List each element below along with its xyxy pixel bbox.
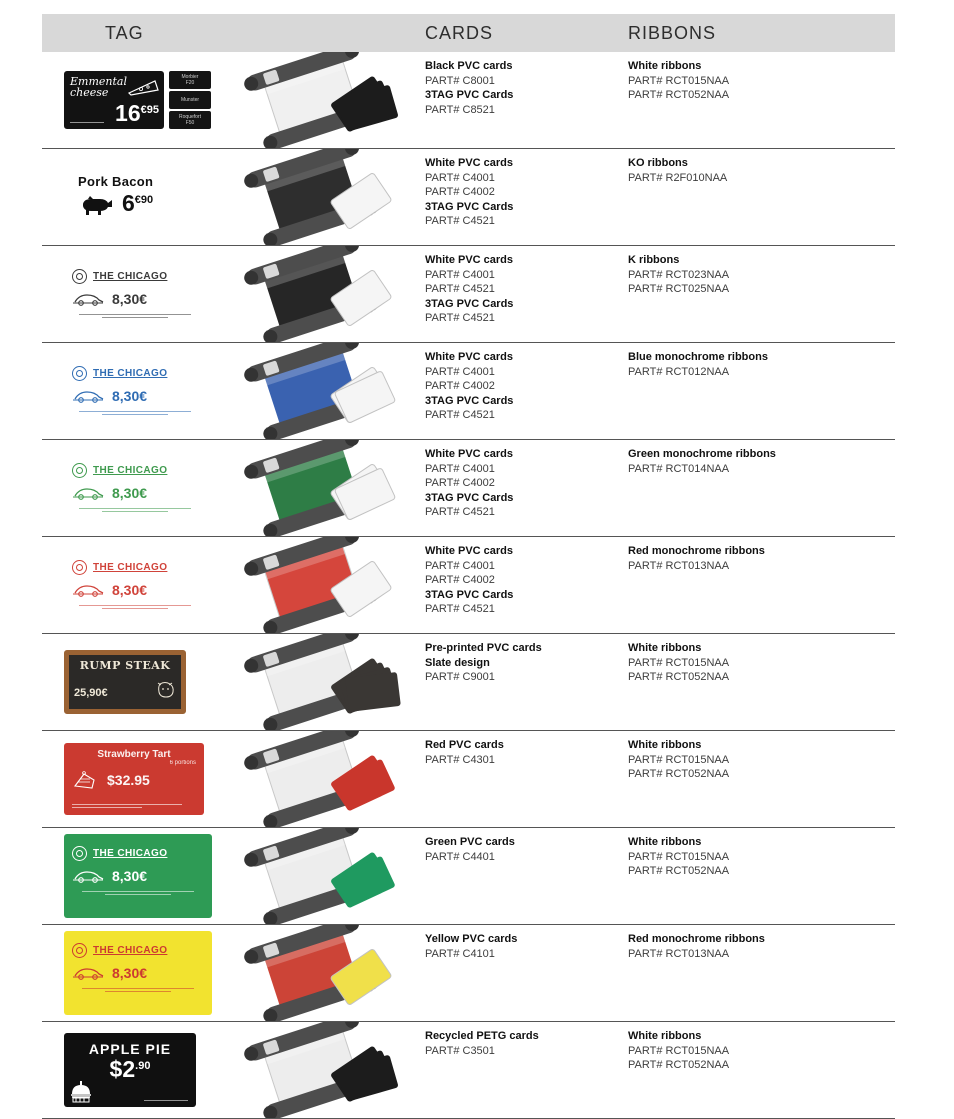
part-number: PART# RCT052NAA <box>628 89 730 101</box>
part-number: PART# RCT023NAA <box>628 268 730 281</box>
tag-preview-cell <box>42 743 225 815</box>
tag-subtitle: cheese <box>70 86 109 99</box>
table-row <box>42 925 895 1022</box>
ribbon-cartridge-illustration <box>233 52 418 148</box>
tag-price: 8,30€ <box>112 965 148 981</box>
tag-title: THE CHICAGO <box>93 562 168 573</box>
tag-preview-cell <box>42 358 225 424</box>
price-sup: €95 <box>140 104 159 116</box>
cards-cell <box>425 52 628 117</box>
fineprint-line <box>144 1100 188 1101</box>
part-number: PART# RCT012NAA <box>628 365 730 378</box>
tag-image <box>64 71 211 129</box>
tag-image <box>64 358 206 424</box>
product-name: Green PVC cards <box>425 836 515 848</box>
part-number: PART# C4001 <box>425 171 495 184</box>
price-tag-pork <box>64 168 204 226</box>
part-number: PART# C4401 <box>425 850 495 863</box>
part-number: PART# R2F010NAA <box>628 171 728 184</box>
ribbon-cartridge-cell <box>225 440 425 536</box>
capitol-dome-icon <box>69 1081 93 1103</box>
mini-tag-label: F50 <box>185 120 195 126</box>
ribbon-cartridge-cell <box>225 149 425 245</box>
tag-title: Emmental <box>70 75 127 88</box>
ribbon-cartridge-illustration <box>233 440 418 536</box>
tag-title: RUMP STEAK <box>79 659 171 672</box>
part-number: PART# RCT015NAA <box>628 753 730 766</box>
catalog-page <box>42 14 895 1119</box>
cards-cell <box>425 731 628 767</box>
part-number: PART# C4002 <box>425 186 495 198</box>
tag-price <box>115 100 159 126</box>
cards-cell <box>425 440 628 520</box>
ribbon-cartridge-cell <box>225 52 425 148</box>
cards-cell <box>425 634 628 685</box>
product-name: 3TAG PVC Cards <box>425 491 514 504</box>
part-number: PART# C8521 <box>425 103 495 116</box>
tag-image <box>64 931 212 1015</box>
tag-subtitle: 6 portions <box>169 760 196 766</box>
part-number: PART# RCT014NAA <box>628 462 730 475</box>
part-number: PART# C4521 <box>425 506 495 518</box>
ribbons-cell <box>628 1022 895 1073</box>
price-tag-chicago <box>64 931 212 1015</box>
product-name: Yellow PVC cards <box>425 933 518 945</box>
tag-title: THE CHICAGO <box>93 945 168 956</box>
fineprint-lines <box>72 988 204 992</box>
part-number: PART# RCT015NAA <box>628 850 730 863</box>
product-name: 3TAG PVC Cards <box>425 89 514 101</box>
table-row <box>42 731 895 828</box>
table-row <box>42 537 895 634</box>
product-name: K ribbons <box>628 254 680 266</box>
tag-price: 8,30€ <box>112 291 148 307</box>
product-name: Red PVC cards <box>425 739 504 751</box>
part-number: PART# RCT015NAA <box>628 74 730 87</box>
tag-preview-cell <box>42 834 225 918</box>
fineprint-lines <box>72 891 204 895</box>
tag-image <box>64 1033 196 1107</box>
part-number: PART# C4521 <box>425 283 495 295</box>
part-number: PART# C4521 <box>425 215 495 227</box>
part-number: PART# C4001 <box>425 268 495 281</box>
cake-icon <box>72 770 97 790</box>
ribbon-cartridge-cell <box>225 537 425 633</box>
ribbons-cell <box>628 731 895 782</box>
ribbon-cartridge-cell <box>225 343 425 439</box>
mini-tag-label: F20 <box>185 80 195 86</box>
price-main: 16 <box>115 100 141 126</box>
price-tag-chicago <box>64 834 212 918</box>
badge-icon <box>72 846 87 861</box>
car-icon <box>72 583 105 598</box>
price-tag-chalkboard <box>64 650 186 714</box>
part-number: PART# C8001 <box>425 74 495 87</box>
ribbon-cartridge-cell <box>225 925 425 1021</box>
table-body <box>42 52 895 1119</box>
tag-title: Strawberry Tart <box>97 749 171 760</box>
table-row <box>42 343 895 440</box>
fineprint-line <box>70 122 104 123</box>
cards-cell <box>425 149 628 229</box>
mini-tag <box>169 91 211 109</box>
badge-icon <box>72 366 87 381</box>
ribbon-cartridge-illustration <box>233 634 418 730</box>
product-name: White PVC cards <box>425 545 514 557</box>
ribbon-cartridge-illustration <box>233 731 418 827</box>
product-name: KO ribbons <box>628 157 688 169</box>
tag-image <box>64 650 186 714</box>
price-main: $2 <box>109 1056 136 1082</box>
fineprint-lines <box>72 411 198 415</box>
cards-cell <box>425 925 628 961</box>
part-number: PART# RCT013NAA <box>628 559 730 572</box>
badge-icon <box>72 943 87 958</box>
price-tag-chicago <box>64 455 206 521</box>
tag-preview-cell <box>42 1033 225 1107</box>
price-tag-applepie <box>64 1033 196 1107</box>
product-name: 3TAG PVC Cards <box>425 200 514 213</box>
product-name: Slate design <box>425 656 490 669</box>
tag-image <box>64 834 212 918</box>
table-header <box>42 14 895 52</box>
ribbons-cell <box>628 149 895 185</box>
ribbons-cell <box>628 440 895 476</box>
column-header-ribbons: RIBBONS <box>628 22 717 43</box>
ribbon-cartridge-illustration <box>233 537 418 633</box>
product-name: Pre-printed PVC cards <box>425 642 542 654</box>
tag-title: THE CHICAGO <box>93 368 168 379</box>
ribbon-cartridge-cell <box>225 731 425 827</box>
ribbon-cartridge-illustration <box>233 343 418 439</box>
pig-icon <box>78 195 114 215</box>
fineprint-lines <box>72 314 198 318</box>
part-number: PART# RCT013NAA <box>628 947 730 960</box>
price-main: 6 <box>122 190 135 216</box>
tag-title: THE CHICAGO <box>93 848 168 859</box>
table-row <box>42 149 895 246</box>
tag-image <box>64 168 204 226</box>
part-number: PART# RCT015NAA <box>628 1044 730 1057</box>
mini-tag <box>169 111 211 129</box>
product-name: Blue monochrome ribbons <box>628 351 768 363</box>
ribbon-cartridge-illustration <box>233 149 418 245</box>
product-name: White PVC cards <box>425 448 514 460</box>
mini-tag-label: Munster <box>180 97 200 103</box>
tag-price <box>70 1056 190 1082</box>
product-name: White ribbons <box>628 836 702 848</box>
tag-preview-cell <box>42 71 225 129</box>
tag-preview-cell <box>42 261 225 327</box>
product-name: 3TAG PVC Cards <box>425 297 514 310</box>
tag-price: $32.95 <box>107 772 150 788</box>
part-number: PART# C4521 <box>425 409 495 421</box>
ribbons-cell <box>628 537 895 573</box>
table-row <box>42 246 895 343</box>
ribbons-cell <box>628 52 895 103</box>
cards-cell <box>425 246 628 326</box>
product-name: Green monochrome ribbons <box>628 448 776 460</box>
ribbon-cartridge-cell <box>225 828 425 924</box>
tag-price <box>122 190 154 216</box>
tag-title: APPLE PIE <box>88 1041 172 1057</box>
cards-cell <box>425 828 628 864</box>
tag-price: 25,90€ <box>74 687 108 699</box>
mini-tags <box>169 71 211 129</box>
ribbon-cartridge-cell <box>225 1022 425 1118</box>
cow-icon <box>154 680 176 699</box>
product-name: White PVC cards <box>425 351 514 363</box>
mini-tag <box>169 71 211 89</box>
part-number: PART# C4521 <box>425 312 495 324</box>
fineprint-lines <box>72 804 182 808</box>
ribbon-cartridge-illustration <box>233 1022 418 1118</box>
tag-price: 8,30€ <box>112 868 148 884</box>
part-number: PART# C4101 <box>425 947 495 960</box>
product-name: Red monochrome ribbons <box>628 545 765 557</box>
tag-price: 8,30€ <box>112 388 148 404</box>
fineprint-lines <box>72 605 198 609</box>
column-header-cards: CARDS <box>425 22 494 43</box>
tag-title: THE CHICAGO <box>93 271 168 282</box>
table-row <box>42 634 895 731</box>
tag-preview-cell <box>42 552 225 618</box>
product-name: Red monochrome ribbons <box>628 933 765 945</box>
tag-image <box>64 552 206 618</box>
table-row <box>42 828 895 925</box>
tag-price: 8,30€ <box>112 582 148 598</box>
product-name: 3TAG PVC Cards <box>425 588 514 601</box>
ribbon-cartridge-illustration <box>233 246 418 342</box>
ribbon-cartridge-cell <box>225 634 425 730</box>
price-tag-emmental <box>64 71 164 129</box>
ribbon-cartridge-illustration <box>233 925 418 1021</box>
car-icon <box>72 292 105 307</box>
product-name: Black PVC cards <box>425 60 513 72</box>
price-tag-chicago <box>64 358 206 424</box>
car-icon <box>72 869 105 884</box>
price-tag-strawberry <box>64 743 204 815</box>
tag-image <box>64 455 206 521</box>
part-number: PART# C4002 <box>425 477 495 489</box>
column-header-tag: TAG <box>105 22 144 43</box>
part-number: PART# C9001 <box>425 671 495 683</box>
part-number: PART# RCT052NAA <box>628 1059 730 1071</box>
tag-price: 8,30€ <box>112 485 148 501</box>
part-number: PART# RCT052NAA <box>628 865 730 877</box>
ribbons-cell <box>628 925 895 961</box>
tag-preview-cell <box>42 455 225 521</box>
tag-title: Pork Bacon <box>78 174 154 189</box>
price-sup: .90 <box>135 1060 151 1072</box>
tag-title: THE CHICAGO <box>93 465 168 476</box>
cards-cell <box>425 343 628 423</box>
badge-icon <box>72 463 87 478</box>
cards-cell <box>425 537 628 617</box>
price-sup: €90 <box>134 194 154 206</box>
table-row <box>42 52 895 149</box>
product-name: White ribbons <box>628 642 702 654</box>
product-name: White ribbons <box>628 1030 702 1042</box>
mini-tag-label: Morbier <box>181 74 199 80</box>
ribbon-cartridge-illustration <box>233 828 418 924</box>
part-number: PART# RCT052NAA <box>628 768 730 780</box>
tag-image <box>64 743 204 815</box>
part-number: PART# RCT025NAA <box>628 283 730 295</box>
part-number: PART# RCT052NAA <box>628 671 730 683</box>
table-row <box>42 440 895 537</box>
cheese-icon <box>127 76 160 97</box>
ribbons-cell <box>628 246 895 297</box>
ribbons-cell <box>628 343 895 379</box>
part-number: PART# C4002 <box>425 380 495 392</box>
car-icon <box>72 486 105 501</box>
ribbon-cartridge-cell <box>225 246 425 342</box>
product-name: White PVC cards <box>425 157 514 169</box>
car-icon <box>72 389 105 404</box>
car-icon <box>72 966 105 981</box>
table-row <box>42 1022 895 1119</box>
tag-preview-cell <box>42 650 225 714</box>
product-name: Recycled PETG cards <box>425 1030 539 1042</box>
product-name: White ribbons <box>628 60 702 72</box>
ribbons-cell <box>628 828 895 879</box>
part-number: PART# C4301 <box>425 753 495 766</box>
badge-icon <box>72 269 87 284</box>
price-tag-chicago <box>64 552 206 618</box>
part-number: PART# C4002 <box>425 574 495 586</box>
product-name: 3TAG PVC Cards <box>425 394 514 407</box>
part-number: PART# C4001 <box>425 365 495 378</box>
price-tag-chicago <box>64 261 206 327</box>
part-number: PART# C4521 <box>425 603 495 615</box>
part-number: PART# C4001 <box>425 559 495 572</box>
part-number: PART# C3501 <box>425 1044 495 1057</box>
part-number: PART# C4001 <box>425 462 495 475</box>
product-name: White ribbons <box>628 739 702 751</box>
tag-image <box>64 261 206 327</box>
cards-cell <box>425 1022 628 1058</box>
fineprint-lines <box>72 508 198 512</box>
badge-icon <box>72 560 87 575</box>
ribbons-cell <box>628 634 895 685</box>
mini-tag-label: Roquefort <box>179 114 201 120</box>
tag-preview-cell <box>42 931 225 1015</box>
tag-preview-cell <box>42 168 225 226</box>
part-number: PART# RCT015NAA <box>628 656 730 669</box>
product-name: White PVC cards <box>425 254 514 266</box>
